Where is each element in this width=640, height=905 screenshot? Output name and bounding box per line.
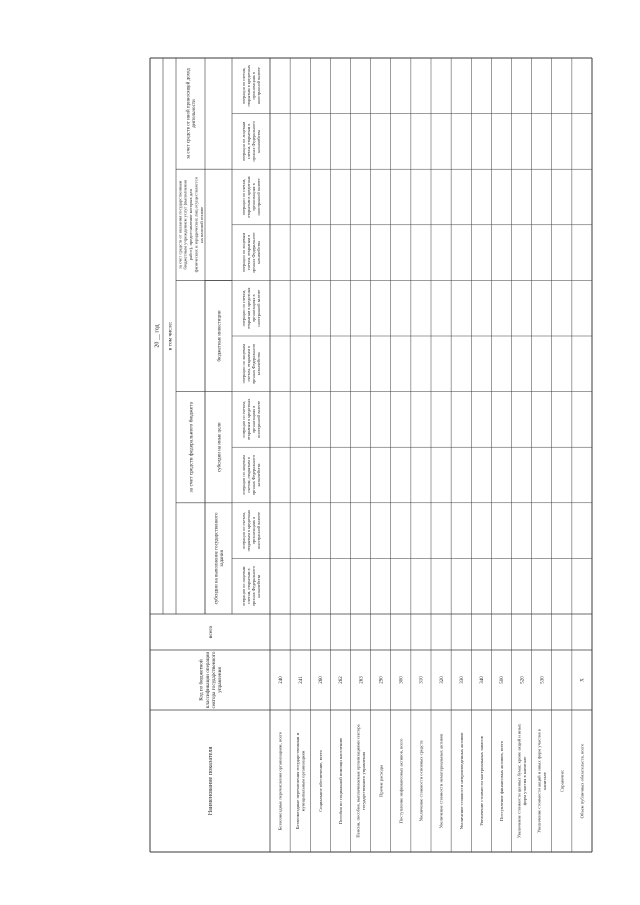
header-budget-investments: бюджетные инвестиции [217,310,223,362]
row-code: X [580,678,586,682]
header-leaf-4: операции по лицевымсчетам, открытым ворганах Федеральногоказначейства [241,232,261,273]
row-name: Безвозмездные перечисления государственным имуниципальным организациям [295,732,306,830]
header-names: Наименование показателя [207,746,215,816]
header-leaf-7: операции по счетам,открытым в кредитныхорганизациях виностранной валюте [241,398,261,441]
row-code: 300 [399,676,405,684]
header-leaf-1: операции по счетам,открытым в кредитныхорганизациях виностранной валюте [241,65,261,107]
row-name: Поступление нефинансовых активов, всего [398,738,404,824]
row-name: Объем публичных обязательств, всего [579,743,585,819]
row-name: Увеличение стоимости ценных бумаг, кроме акций и иныхформ участия в капитале [516,723,527,839]
header-code: Код по бюджетнойклассификации операциисектора государственногоуправления [198,651,224,709]
header-federal-budget: за счет средств федерального бюджета [188,401,195,493]
row-name: Увеличение стоимости непроизведенных активов [458,732,464,830]
row-code: 520 [520,676,526,684]
header-leaf-5: операции по счетам,открытым в кредитныхорганизациях виностранной валюте [241,287,261,329]
row-code: 530 [540,676,546,684]
header-income-activity: за счет средств от иной приносящей доходдеятельности [186,68,198,159]
row-code: 340 [480,676,486,684]
row-code: 320 [439,676,445,684]
row-name: Прочие расходы [378,765,384,797]
row-name: Пособия по социальной помощи населению [338,737,344,825]
row-name: Увеличение стоимости основных средств [418,740,424,822]
row-code: 310 [419,676,425,684]
row-code: 241 [298,676,304,684]
header-in-that-number: в том числе: [167,321,174,351]
header-subsidy-state-task: субсидии на выполнение государственногозадания [214,512,226,605]
header-total: всего [207,625,214,639]
row-name: Социальное обеспечение, всего [317,750,323,812]
report-table [150,58,592,852]
row-code: 240 [278,676,284,684]
header-leaf-9: операции по счетам,открытым в кредитныхорганизациях виностранной валюте [241,509,261,552]
row-name: Увеличение стоимости материальных запасов [478,736,484,826]
header-subsidy-other: субсидии на иные цели [217,422,223,472]
row-code: 263 [359,676,365,684]
row-code: 290 [379,676,385,684]
row-name: Безвозмездные перечисления организациям, всего [277,731,283,831]
row-name: Пенсии, пособия, выплачиваемые организациями секторагосударственного управления [355,724,366,838]
header-leaf-3: операции по счетам,открытым в кредитныхорганизациях виностранной валюте [241,176,261,218]
header-paid-services: за счет средств от оказания государственнымбюджетным учреждением услуг (выполненияработ), предоставление которых дляфизических и юридических лиц осуществляетсяна платной основе [177,177,204,273]
header-leaf-10: операции по лицевымсчетам, открытым ворганах Федеральногоказначейства [241,566,261,607]
row-name: Увеличение стоимости акций и иных форм участия вкапитале [536,729,548,833]
header-leaf-8: операции по лицевымсчетам, открытым ворганах Федеральногоказначейства [241,454,261,496]
row-code: 260 [319,676,325,684]
row-code: 500 [500,676,506,684]
header-year: 20 __ год [154,324,161,348]
row-code: 330 [459,676,465,684]
row-name: Поступление финансовых активов, всего [499,740,505,822]
row-name: Справочно: [559,769,565,793]
row-code: 262 [339,676,345,684]
row-name: Увеличение стоимости нематериальных активов [438,733,444,829]
header-leaf-2: операции по лицевымсчетам, открытым ворганах Федеральногоказначейства [241,121,261,162]
header-leaf-6: операции по лицевымсчетам, открытым ворганах Федеральногоказначейства [241,343,261,384]
